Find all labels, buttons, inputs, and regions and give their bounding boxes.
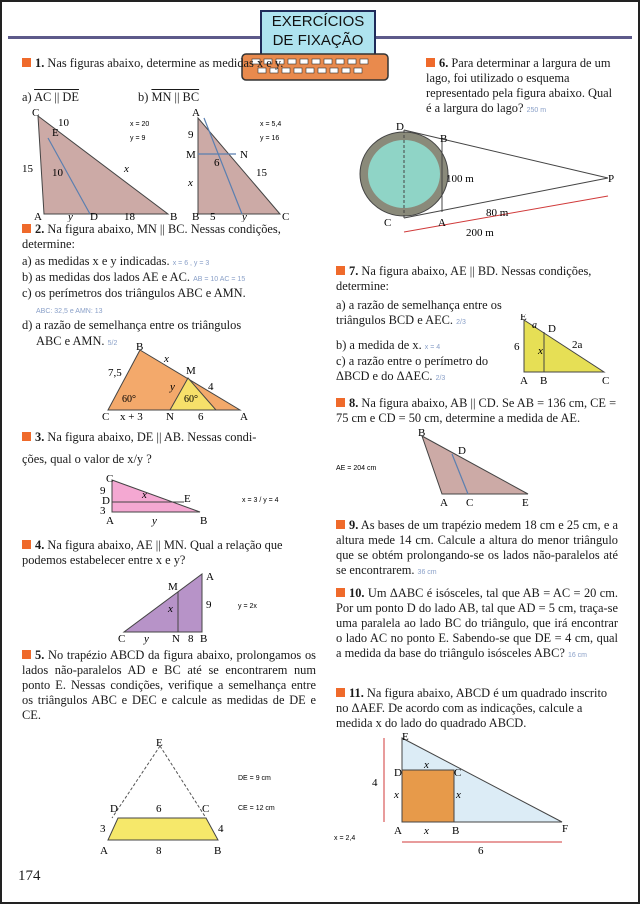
- bullet-icon: [426, 58, 435, 67]
- fig4-C: C: [118, 633, 126, 645]
- fig1a-B: B: [170, 211, 178, 222]
- fig3-A: A: [106, 515, 114, 527]
- fig5-3: 3: [100, 823, 106, 835]
- ex2-c-ans: ABC: 32,5 e AMN: 13: [36, 308, 103, 315]
- fig2-A: A: [240, 411, 248, 423]
- fig3-3: 3: [100, 505, 106, 517]
- ex5-ans-de: DE = 9 cm: [238, 775, 271, 782]
- fig8-A: A: [440, 497, 448, 509]
- ex6-figure: [326, 120, 626, 258]
- fig11-x1: x: [424, 759, 429, 771]
- ex5-statement: 5. No trapézio ABCD da figura abaixo, prolongamos os lados não-paralelos AD e BC até se encontrarem num ponto E. Nessas condições, verifique a semelhança entre os triângulos ABC e DEC e calcule as medidas de DE e CE.: [22, 648, 316, 722]
- fig3-9: 9: [100, 485, 106, 497]
- fig4-A: A: [206, 571, 214, 583]
- fig11-A: A: [394, 825, 402, 837]
- fig7-x: x: [538, 345, 543, 357]
- ex8-ans: AE = 204 cm: [336, 465, 377, 472]
- ex8-figure: [336, 426, 596, 512]
- fig2-6: 6: [198, 411, 204, 423]
- fig1a-10top: 10: [58, 117, 69, 129]
- bullet-icon: [22, 58, 31, 67]
- fig1b-M: M: [186, 149, 196, 161]
- ex5-figure: [98, 734, 298, 858]
- fig1b-N: N: [240, 149, 248, 161]
- bullet-icon: [336, 588, 345, 597]
- fig7-D: D: [548, 323, 556, 335]
- fig3-C: C: [106, 473, 114, 485]
- fig6-100: 100 m: [446, 173, 474, 185]
- ex2-d2: ABC e AMN. 5/2: [36, 334, 118, 348]
- fig6-C: C: [384, 217, 392, 229]
- page-number: 174: [18, 868, 41, 884]
- fig3-E: E: [184, 493, 191, 505]
- fig5-E: E: [156, 737, 163, 749]
- ex9-statement: 9. As bases de um trapézio medem 18 cm e 25 cm, e a altura mede 14 cm. Calcule a altura do menor triângulo que se obtém prolongando-se os lados não-paralelos até se encontrarem. 36 cm: [336, 518, 618, 577]
- fig2-4: 4: [208, 381, 214, 393]
- fig11-E: E: [402, 732, 409, 743]
- fig1b-A: A: [192, 107, 200, 119]
- fig1b-9: 9: [188, 129, 194, 141]
- bullet-icon: [22, 540, 31, 549]
- fig11-B: B: [452, 825, 460, 837]
- ex1-b-cond: b) MN || BC: [138, 90, 200, 104]
- fig1a-18: 18: [124, 211, 135, 222]
- fig3-D: D: [102, 495, 110, 507]
- fig2-base: x + 3: [120, 411, 143, 423]
- ex4-figure: [102, 566, 302, 648]
- fig11-x3: x: [456, 789, 461, 801]
- fig2-N: N: [166, 411, 174, 423]
- fig1a-C: C: [32, 107, 40, 119]
- fig4-8: 8: [188, 633, 194, 645]
- ex1-statement: 1. Nas figuras abaixo, determine as medidas x e y.: [22, 56, 322, 71]
- ex7-c: c) a razão entre o perímetro do ΔBCD e do ΔAEC. 2/3: [336, 354, 489, 383]
- fig8-B: B: [418, 427, 426, 439]
- fig4-x: x: [168, 603, 173, 615]
- fig7-2a: 2a: [572, 339, 583, 351]
- ex5-ans-ce: CE = 12 cm: [238, 805, 275, 812]
- bullet-icon: [22, 224, 31, 233]
- fig1b-y: y: [242, 211, 247, 222]
- ex2-d1: d) a razão de semelhança entre os triângulos: [22, 318, 242, 332]
- fig1a-10mid: 10: [52, 167, 63, 179]
- fig5-6: 6: [156, 803, 162, 815]
- ex1-a-ans-y: y = 9: [130, 135, 146, 142]
- bullet-icon: [22, 432, 31, 441]
- ex3-question: ções, qual o valor de x/y ?: [22, 452, 152, 466]
- fig3-B: B: [200, 515, 208, 527]
- fig1b-15: 15: [256, 167, 267, 179]
- fig2-y: y: [170, 381, 175, 393]
- fig8-E: E: [522, 497, 529, 509]
- ex7-figure: [514, 314, 632, 386]
- ex2-c: c) os perímetros dos triângulos ABC e AMN.: [22, 286, 246, 300]
- fig3-y: y: [152, 515, 157, 527]
- fig7-C: C: [602, 375, 610, 386]
- fig5-D: D: [110, 803, 118, 815]
- fig2-7-5: 7,5: [108, 367, 122, 379]
- fig11-4: 4: [372, 777, 378, 789]
- fig6-P: P: [608, 173, 615, 185]
- ex1-a-ans-x: x = 20: [130, 121, 150, 128]
- ex11-figure: [332, 732, 582, 858]
- ex10-statement: 10. Um ΔABC é isósceles, tal que AB = AC = 20 cm. Por um ponto D do lado AB, tal que AD = 5 cm, traça-se uma paralela ao lado BC do triângulo, que irá encontrar o lado AC no ponto E. Sabendo-se que DE = 4 cm, qual a medida da base do triângulo isósceles ABC? 16 cm: [336, 586, 618, 660]
- fig11-x2: x: [394, 789, 399, 801]
- fig4-B: B: [200, 633, 208, 645]
- ex3-statement: 3. Na figura abaixo, DE || AB. Nessas condi-: [22, 430, 322, 445]
- bullet-icon: [336, 398, 345, 407]
- fig1b-5: 5: [210, 211, 216, 222]
- ex7-statement: 7. Na figura abaixo, AE || BD. Nessas condições, determine:: [336, 264, 592, 293]
- bullet-icon: [336, 688, 345, 697]
- fig11-D: D: [394, 767, 402, 779]
- ex3-ans: x = 3 / y = 4: [242, 497, 279, 504]
- fig4-M: M: [168, 581, 178, 593]
- fig1a-y: y: [68, 211, 73, 222]
- ex1-b-ans-x: x = 5,4: [260, 121, 282, 128]
- fig5-B: B: [214, 845, 222, 857]
- fig8-D: D: [458, 445, 466, 457]
- fig1b-6: 6: [214, 157, 220, 169]
- fig5-C: C: [202, 803, 210, 815]
- fig6-80: 80 m: [486, 207, 509, 219]
- ex11-ans: x = 2,4: [334, 835, 356, 842]
- ex6-statement: 6. Para determinar a largura de um lago, foi utilizado o esquema representado pela figura abaixo. Qual é a largura do lago? 250 m: [426, 56, 613, 115]
- title-line-1: EXERCÍCIOS: [271, 13, 365, 30]
- ex2-b: b) as medidas dos lados AE e AC. AB = 10 AC = 15: [22, 270, 246, 284]
- bullet-icon: [336, 520, 345, 529]
- bullet-icon: [336, 266, 345, 275]
- ex1-b-ans-y: y = 16: [260, 135, 280, 142]
- fig1a-x: x: [124, 163, 129, 175]
- bullet-icon: [22, 650, 31, 659]
- fig7-a: a: [532, 320, 537, 331]
- fig7-A: A: [520, 375, 528, 386]
- fig11-F: F: [562, 823, 569, 835]
- fig6-A: A: [438, 217, 446, 229]
- ex2-figure: [72, 340, 262, 424]
- ex4-statement: 4. Na figura abaixo, AE || MN. Qual a relação que podemos estabelecer entre x e y?: [22, 538, 283, 567]
- fig3-x: x: [142, 489, 147, 501]
- ex4-ans: y = 2x: [238, 603, 257, 610]
- fig5-4: 4: [218, 823, 224, 835]
- fig7-B: B: [540, 375, 548, 386]
- ex1-a-cond: a) AC || DE: [22, 90, 79, 104]
- fig7-6: 6: [514, 341, 520, 353]
- fig5-A: A: [100, 845, 108, 857]
- fig4-N: N: [172, 633, 180, 645]
- fig1b-x: x: [188, 177, 193, 189]
- fig11-x4: x: [424, 825, 429, 837]
- fig5-8: 8: [156, 845, 162, 857]
- fig2-x: x: [164, 353, 169, 365]
- ex7-a: a) a razão de semelhança entre os triângulos BCD e AEC. 2/3: [336, 298, 502, 327]
- fig2-B: B: [136, 341, 144, 353]
- fig4-y: y: [144, 633, 149, 645]
- fig8-C: C: [466, 497, 474, 509]
- fig11-C: C: [454, 767, 462, 779]
- fig1b-C: C: [282, 211, 290, 222]
- fig1a-D: D: [90, 211, 98, 222]
- fig11-6: 6: [478, 845, 484, 857]
- ex1-figures: [20, 106, 320, 222]
- fig6-200: 200 m: [466, 227, 494, 239]
- title-line-2: DE FIXAÇÃO: [272, 32, 364, 49]
- ex3-figure: [92, 472, 292, 530]
- section-title: [260, 10, 376, 56]
- fig1a-15: 15: [22, 163, 33, 175]
- fig2-M: M: [186, 365, 196, 377]
- fig2-C: C: [102, 411, 110, 423]
- fig7-E: E: [520, 314, 527, 323]
- fig2-60b: 60°: [184, 394, 198, 405]
- fig6-B: B: [440, 133, 448, 145]
- fig4-9: 9: [206, 599, 212, 611]
- fig2-60a: 60°: [122, 394, 136, 405]
- ex11-statement: 11. Na figura abaixo, ABCD é um quadrado inscrito no ΔAEF. De acordo com as indicações, calcule a medida x do lado do quadrado ABCD.: [336, 686, 608, 730]
- ex8-statement: 8. Na figura abaixo, AB || CD. Se AB = 136 cm, CE = 75 cm e CD = 50 cm, determine a medida de AE.: [336, 396, 617, 425]
- fig6-D: D: [396, 121, 404, 133]
- ex7-b: b) a medida de x. x = 4: [336, 338, 441, 352]
- fig1a-E: E: [52, 127, 59, 139]
- ex2-a: a) as medidas x e y indicadas. x = 6 , y = 3: [22, 254, 210, 268]
- fig1a-A: A: [34, 211, 42, 222]
- fig1b-B: B: [192, 211, 200, 222]
- ex2-statement: 2. Na figura abaixo, MN || BC. Nessas condições, determine:: [22, 222, 281, 251]
